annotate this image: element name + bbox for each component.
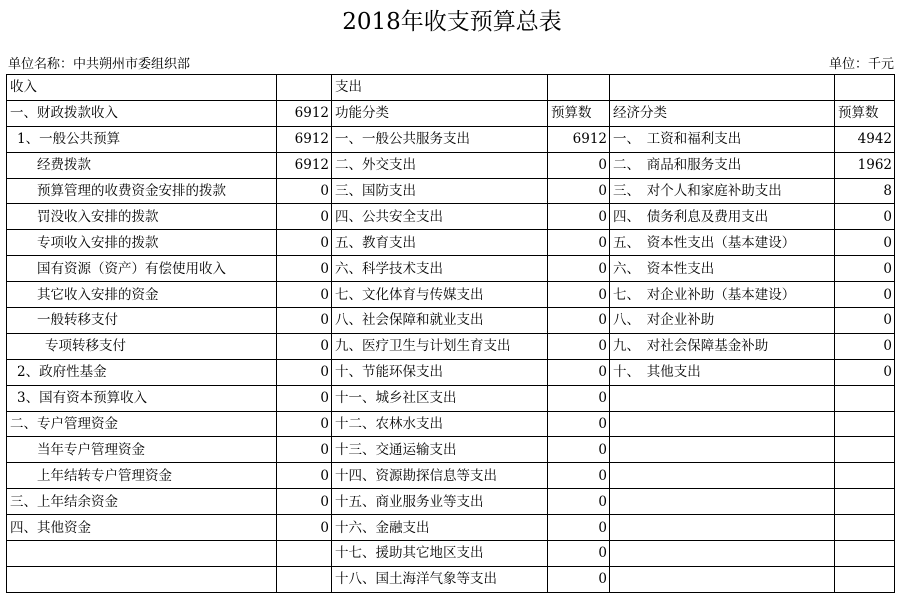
- economic-item: [610, 566, 835, 592]
- income-value: 0: [277, 437, 332, 463]
- functional-value: 0: [548, 489, 610, 515]
- expense-header: 支出: [332, 75, 548, 101]
- economic-item: 十、 其他支出: [610, 359, 835, 385]
- income-value: 0: [277, 178, 332, 204]
- functional-value: 0: [548, 437, 610, 463]
- economic-item: [610, 463, 835, 489]
- table-row: [7, 204, 895, 230]
- functional-value: 0: [548, 308, 610, 334]
- economic-value: 8: [835, 178, 895, 204]
- economic-item: 一、 工资和福利支出: [610, 126, 835, 152]
- functional-value: 0: [548, 282, 610, 308]
- economic-item: 七、 对企业补助（基本建设）: [610, 282, 835, 308]
- functional-value: 0: [548, 411, 610, 437]
- income-value: 0: [277, 385, 332, 411]
- economic-value: 0: [835, 282, 895, 308]
- table-row: [7, 411, 895, 437]
- functional-value: 0: [548, 515, 610, 541]
- income-item: 经费拨款: [7, 152, 277, 178]
- income-item: 一般转移支付: [7, 308, 277, 334]
- economic-item: 八、 对企业补助: [610, 308, 835, 334]
- economic-item: 九、 对社会保障基金补助: [610, 333, 835, 359]
- income-value: 0: [277, 333, 332, 359]
- table-row: [7, 230, 895, 256]
- functional-value: 0: [548, 256, 610, 282]
- table-header-row: [7, 75, 895, 101]
- budget-table: [6, 74, 895, 593]
- functional-item: 二、外交支出: [332, 152, 548, 178]
- table-row: [7, 178, 895, 204]
- functional-item: 十六、金融支出: [332, 515, 548, 541]
- income-value: 6912: [277, 126, 332, 152]
- income-value: 0: [277, 308, 332, 334]
- income-value: 0: [277, 411, 332, 437]
- page-title: 2018年收支预算总表: [342, 9, 562, 35]
- functional-value: 0: [548, 463, 610, 489]
- income-item: 三、上年结余资金: [7, 489, 277, 515]
- functional-class-header: 功能分类: [332, 100, 548, 126]
- economic-value: [835, 463, 895, 489]
- income-value: 0: [277, 463, 332, 489]
- functional-item: 十八、国土海洋气象等支出: [332, 566, 548, 592]
- income-item: 二、专户管理资金: [7, 411, 277, 437]
- income-item: 专项收入安排的拨款: [7, 230, 277, 256]
- table-row: [7, 126, 895, 152]
- table-row: [7, 308, 895, 334]
- income-item: 上年结转专户管理资金: [7, 463, 277, 489]
- fiscal-income-value: 6912: [277, 100, 332, 126]
- income-item: [7, 541, 277, 567]
- economic-value: 4942: [835, 126, 895, 152]
- table-subheader-row: [7, 100, 895, 126]
- functional-item: 十四、资源勘探信息等支出: [332, 463, 548, 489]
- functional-item: 五、教育支出: [332, 230, 548, 256]
- income-item: 四、其他资金: [7, 515, 277, 541]
- economic-item: [610, 541, 835, 567]
- functional-value: 0: [548, 204, 610, 230]
- table-row: [7, 515, 895, 541]
- functional-item: 八、社会保障和就业支出: [332, 308, 548, 334]
- table-row: [7, 359, 895, 385]
- economic-item: [610, 489, 835, 515]
- income-value: 0: [277, 489, 332, 515]
- income-value: 0: [277, 230, 332, 256]
- economic-value: 1962: [835, 152, 895, 178]
- functional-item: 九、医疗卫生与计划生育支出: [332, 333, 548, 359]
- economic-item: 三、 对个人和家庭补助支出: [610, 178, 835, 204]
- functional-item: 四、公共安全支出: [332, 204, 548, 230]
- economic-budget-header: 预算数: [835, 100, 895, 126]
- income-item: 专项转移支付: [7, 333, 277, 359]
- economic-value: 0: [835, 308, 895, 334]
- economic-item: [610, 385, 835, 411]
- table-row: [7, 566, 895, 592]
- income-value: 0: [277, 282, 332, 308]
- income-item: 当年专户管理资金: [7, 437, 277, 463]
- economic-item: 五、 资本性支出（基本建设）: [610, 230, 835, 256]
- economic-item: 四、 债务利息及费用支出: [610, 204, 835, 230]
- table-row: [7, 152, 895, 178]
- table-row: [7, 541, 895, 567]
- economic-item: [610, 411, 835, 437]
- empty-cell: [610, 75, 835, 101]
- economic-class-header: 经济分类: [610, 100, 835, 126]
- economic-value: 0: [835, 230, 895, 256]
- income-value: 0: [277, 256, 332, 282]
- unit-name: 单位名称：中共朔州市委组织部: [8, 57, 191, 72]
- unit-label: 单位：千元: [828, 57, 894, 72]
- table-row: [7, 437, 895, 463]
- functional-item: 十五、商业服务业等支出: [332, 489, 548, 515]
- income-header: 收入: [7, 75, 277, 101]
- economic-value: [835, 566, 895, 592]
- economic-value: [835, 489, 895, 515]
- income-value: 0: [277, 515, 332, 541]
- economic-value: 0: [835, 359, 895, 385]
- table-row: [7, 385, 895, 411]
- table-row: [7, 489, 895, 515]
- economic-item: 六、 资本性支出: [610, 256, 835, 282]
- table-row: [7, 256, 895, 282]
- functional-item: 七、文化体育与传媒支出: [332, 282, 548, 308]
- income-item: 预算管理的收费资金安排的拨款: [7, 178, 277, 204]
- functional-value: 0: [548, 541, 610, 567]
- table-row: [7, 282, 895, 308]
- empty-cell: [548, 75, 610, 101]
- empty-cell: [277, 75, 332, 101]
- economic-item: [610, 437, 835, 463]
- economic-value: [835, 411, 895, 437]
- economic-value: 0: [835, 333, 895, 359]
- functional-item: 一、一般公共服务支出: [332, 126, 548, 152]
- income-item: 2、政府性基金: [7, 359, 277, 385]
- functional-item: 十三、交通运输支出: [332, 437, 548, 463]
- functional-item: 十二、农林水支出: [332, 411, 548, 437]
- economic-item: 二、 商品和服务支出: [610, 152, 835, 178]
- income-item: 3、国有资本预算收入: [7, 385, 277, 411]
- functional-item: 六、科学技术支出: [332, 256, 548, 282]
- economic-item: [610, 515, 835, 541]
- income-item: 其它收入安排的资金: [7, 282, 277, 308]
- income-item: [7, 566, 277, 592]
- income-item: 罚没收入安排的拨款: [7, 204, 277, 230]
- economic-value: 0: [835, 204, 895, 230]
- income-value: [277, 566, 332, 592]
- income-value: 0: [277, 359, 332, 385]
- income-item: 1、一般公共预算: [7, 126, 277, 152]
- income-value: 0: [277, 204, 332, 230]
- functional-value: 0: [548, 178, 610, 204]
- functional-value: 0: [548, 385, 610, 411]
- income-value: 6912: [277, 152, 332, 178]
- functional-value: 0: [548, 230, 610, 256]
- economic-value: 0: [835, 256, 895, 282]
- table-row: [7, 463, 895, 489]
- economic-value: [835, 385, 895, 411]
- functional-value: 0: [548, 333, 610, 359]
- functional-value: 0: [548, 359, 610, 385]
- functional-value: 6912: [548, 126, 610, 152]
- income-item: 国有资源（资产）有偿使用收入: [7, 256, 277, 282]
- functional-item: 三、国防支出: [332, 178, 548, 204]
- functional-item: 十七、援助其它地区支出: [332, 541, 548, 567]
- functional-value: 0: [548, 566, 610, 592]
- income-value: [277, 541, 332, 567]
- fiscal-income-label: 一、财政拨款收入: [7, 100, 277, 126]
- table-row: [7, 333, 895, 359]
- functional-budget-header: 预算数: [548, 100, 610, 126]
- economic-value: [835, 541, 895, 567]
- functional-item: 十一、城乡社区支出: [332, 385, 548, 411]
- functional-value: 0: [548, 152, 610, 178]
- economic-value: [835, 437, 895, 463]
- economic-value: [835, 515, 895, 541]
- empty-cell: [835, 75, 895, 101]
- functional-item: 十、节能环保支出: [332, 359, 548, 385]
